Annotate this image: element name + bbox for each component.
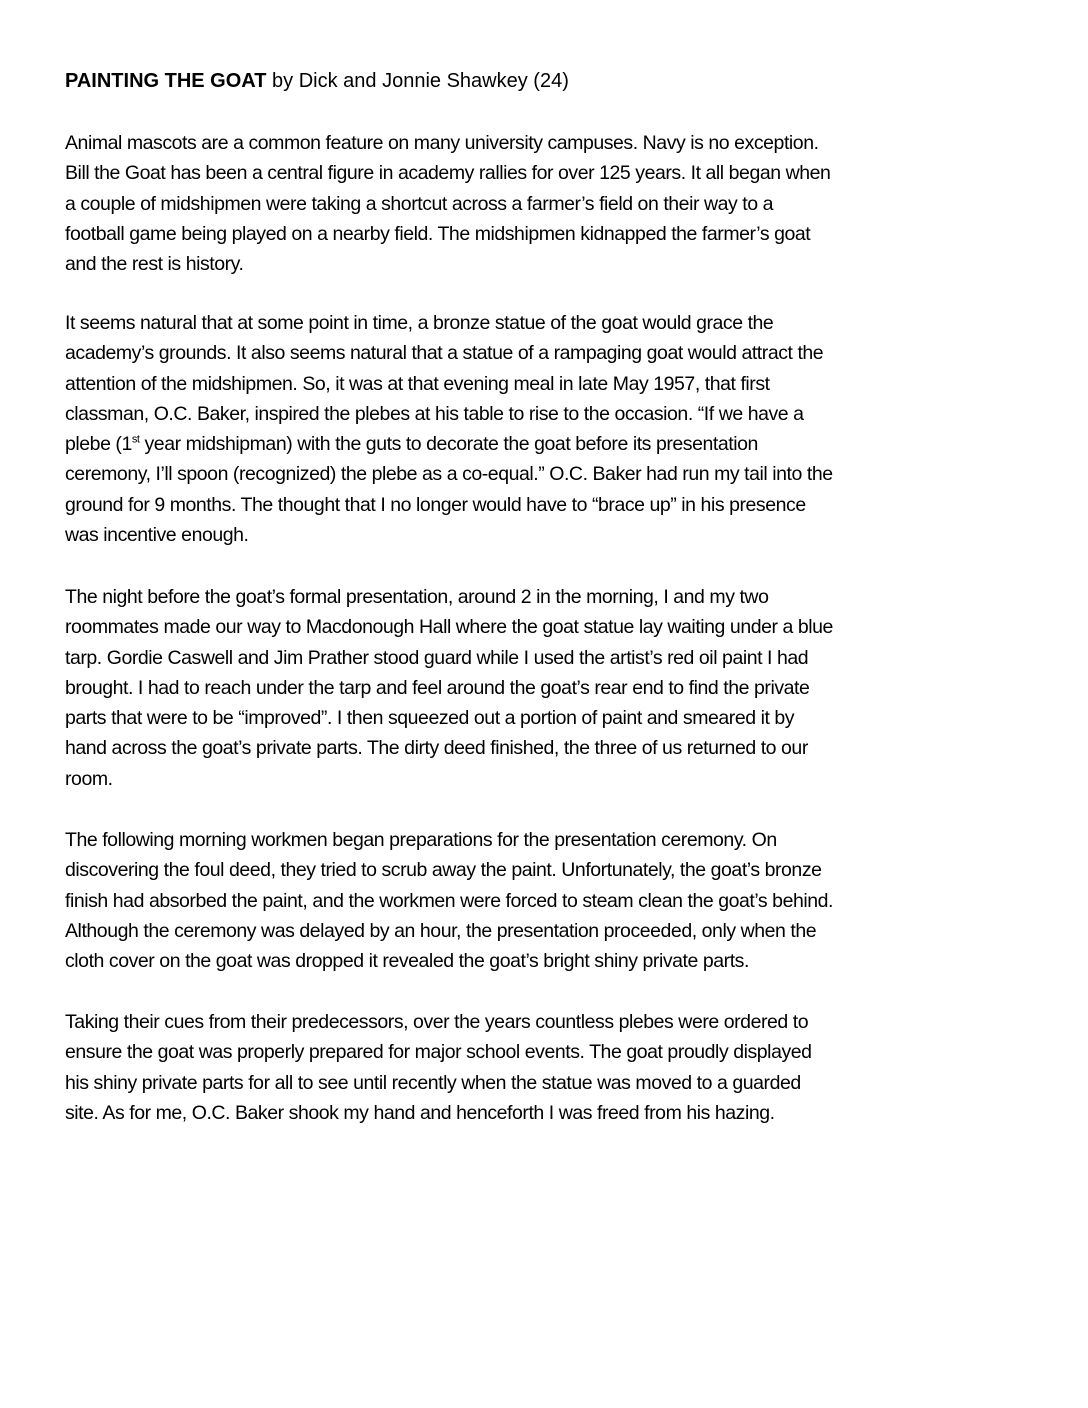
paragraph-5 (65, 1007, 1045, 1128)
text-line-superscript (65, 429, 1045, 459)
text-line: brought. I had to reach under the tarp and feel around the goat’s rear end to find the private (65, 676, 810, 699)
text-line: parts that were to be “improved”. I then squeezed out a portion of paint and smeared it by (65, 707, 795, 730)
text-line: ceremony, I’ll spoon (recognized) the plebe as a co-equal.” O.C. Baker had run my tail into the (65, 463, 833, 486)
paragraph-4 (65, 825, 1045, 976)
text-line: ground for 9 months. The thought that I no longer would have to “brace up” in his presence (65, 493, 806, 516)
text-line: The following morning workmen began preparations for the presentation ceremony. On (65, 829, 777, 851)
text-line: tarp. Gordie Caswell and Jim Prather stood guard while I used the artist’s red oil paint I had (65, 646, 809, 669)
text-line: a couple of midshipmen were taking a shortcut across a farmer’s field on their way to a (65, 192, 773, 215)
text-segment: plebe (1 (65, 433, 132, 456)
text-line: ensure the goat was properly prepared for major school events. The goat proudly displayed (65, 1041, 812, 1064)
document-title (65, 67, 569, 95)
text-line: room. (65, 767, 113, 790)
paragraph-1 (65, 128, 1045, 279)
text-line: finish had absorbed the paint, and the workmen were forced to steam clean the goat’s behind. (65, 889, 834, 912)
paragraph-3 (65, 582, 1045, 794)
text-line: Although the ceremony was delayed by an hour, the presentation proceeded, only when the (65, 919, 817, 942)
text-line: Taking their cues from their predecessors, over the years countless plebes were ordered to (65, 1011, 809, 1033)
ordinal-superscript: st (131, 433, 140, 446)
text-line: was incentive enough. (65, 524, 249, 547)
text-line: roommates made our way to Macdonough Hall where the goat statue lay waiting under a blue (65, 616, 833, 639)
text-line: academy’s grounds. It also seems natural that a statue of a rampaging goat would attract the (65, 342, 824, 365)
title-byline: by Dick and Jonnie Shawkey (24) (266, 70, 569, 92)
text-line: football game being played on a nearby field. The midshipmen kidnapped the farmer’s goat (65, 222, 811, 245)
text-line: his shiny private parts for all to see until recently when the statue was moved to a guarded (65, 1071, 801, 1094)
text-line: classman, O.C. Baker, inspired the plebes at his table to rise to the occasion. “If we have a (65, 402, 804, 425)
text-line: attention of the midshipmen. So, it was at that evening meal in late May 1957, that first (65, 372, 770, 395)
text-line: The night before the goat’s formal presentation, around 2 in the morning, I and my two (65, 586, 769, 608)
text-segment: year midshipman) with the guts to decorate the goat before its presentation (139, 433, 758, 456)
paragraph-2 (65, 308, 1045, 550)
title-bold: PAINTING THE GOAT (65, 70, 267, 92)
text-line: Animal mascots are a common feature on many university campuses. Navy is no exception. (65, 132, 819, 154)
text-line: cloth cover on the goat was dropped it revealed the goat’s bright shiny private parts. (65, 950, 749, 973)
text-line: discovering the foul deed, they tried to scrub away the paint. Unfortunately, the goat’s bronze (65, 859, 822, 882)
text-line: site. As for me, O.C. Baker shook my hand and henceforth I was freed from his hazing. (65, 1101, 775, 1124)
text-line: Bill the Goat has been a central figure in academy rallies for over 125 years. It all began when (65, 162, 831, 185)
text-line: It seems natural that at some point in time, a bronze statue of the goat would grace the (65, 312, 774, 334)
text-line: and the rest is history. (65, 253, 244, 276)
text-line: hand across the goat’s private parts. The dirty deed finished, the three of us returned to our (65, 737, 808, 760)
